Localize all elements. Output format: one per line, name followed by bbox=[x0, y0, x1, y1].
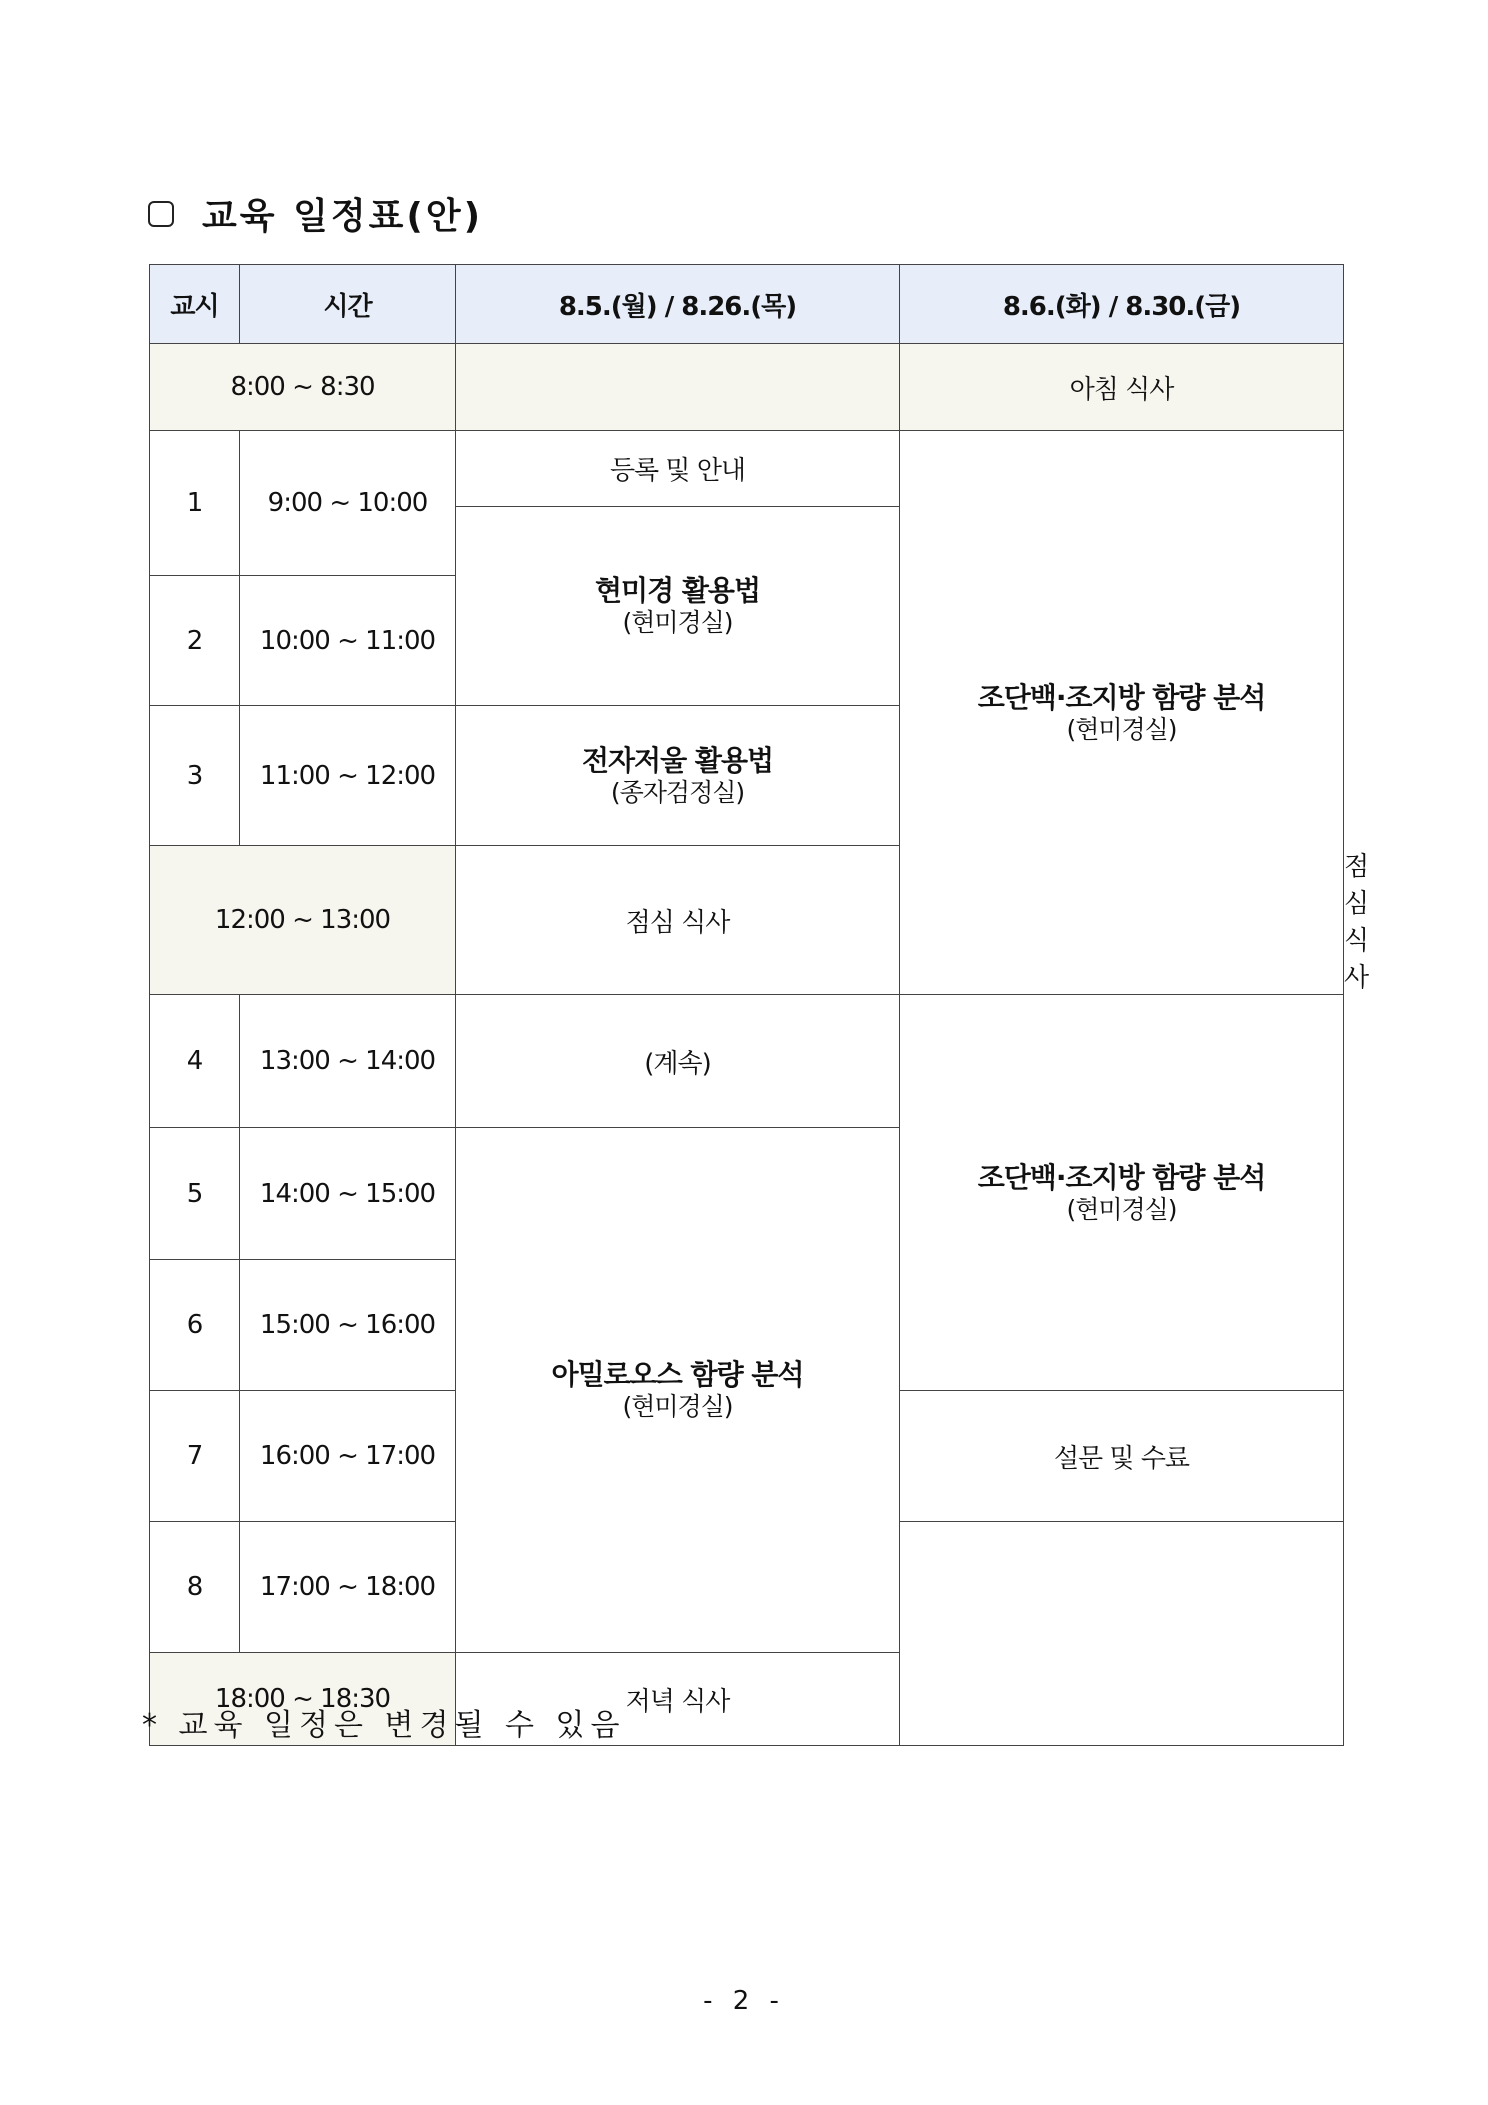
session-title: 조단백·조지방 함량 분석 bbox=[977, 1160, 1266, 1194]
period-number: 5 bbox=[150, 1128, 240, 1260]
period-time: 16:00 ~ 17:00 bbox=[240, 1391, 456, 1522]
period-time: 17:00 ~ 18:00 bbox=[240, 1522, 456, 1653]
dinner-time: 18:00 ~ 18:30 bbox=[150, 1653, 456, 1746]
breakfast-time: 8:00 ~ 8:30 bbox=[150, 344, 456, 431]
lunch-day1: 점심 식사 bbox=[456, 846, 900, 995]
schedule-table bbox=[149, 264, 1369, 1746]
breakfast-day2: 아침 식사 bbox=[900, 344, 1344, 431]
period-time: 13:00 ~ 14:00 bbox=[240, 995, 456, 1128]
breakfast-day1 bbox=[456, 344, 900, 431]
protein-analysis-pm bbox=[900, 995, 1344, 1391]
period-time: 9:00 ~ 10:00 bbox=[240, 431, 456, 576]
continued-cell: (계속) bbox=[456, 995, 900, 1128]
header-period: 교시 bbox=[150, 265, 240, 344]
checkbox-icon bbox=[148, 201, 174, 227]
period-number: 4 bbox=[150, 995, 240, 1128]
header-day1: 8.5.(월) / 8.26.(목) bbox=[456, 265, 900, 344]
session-room: (현미경실) bbox=[622, 608, 733, 637]
period-number: 2 bbox=[150, 576, 240, 706]
breakfast-row bbox=[150, 344, 1344, 431]
table-header-row bbox=[150, 265, 1344, 344]
page-title: 교육 일정표(안) bbox=[202, 196, 484, 237]
period-number: 1 bbox=[150, 431, 240, 576]
section-heading bbox=[148, 188, 483, 239]
amylose-session bbox=[456, 1128, 900, 1653]
microscope-session bbox=[456, 507, 900, 706]
period-time: 14:00 ~ 15:00 bbox=[240, 1128, 456, 1260]
header-day2: 8.6.(화) / 8.30.(금) bbox=[900, 265, 1344, 344]
page-number: - 2 - bbox=[703, 1986, 785, 2016]
period-number: 3 bbox=[150, 706, 240, 846]
session-title: 조단백·조지방 함량 분석 bbox=[977, 680, 1266, 714]
lunch-time: 12:00 ~ 13:00 bbox=[150, 846, 456, 995]
protein-analysis-am bbox=[900, 431, 1344, 995]
evening-empty-day2 bbox=[900, 1522, 1344, 1746]
period-number: 8 bbox=[150, 1522, 240, 1653]
session-room: (종자검정실) bbox=[610, 777, 745, 807]
session-title: 현미경 활용법 bbox=[594, 574, 761, 607]
period-time: 15:00 ~ 16:00 bbox=[240, 1260, 456, 1391]
schedule-note: * 교육 일정은 변경될 수 있음 bbox=[142, 1708, 626, 1743]
period-time: 10:00 ~ 11:00 bbox=[240, 576, 456, 706]
period-number: 6 bbox=[150, 1260, 240, 1391]
session-room: (현미경실) bbox=[622, 1392, 733, 1421]
session-title: 전자저울 활용법 bbox=[581, 743, 774, 777]
session-room: (현미경실) bbox=[1066, 714, 1177, 744]
table-row bbox=[150, 995, 1344, 1128]
registration-cell: 등록 및 안내 bbox=[456, 431, 900, 507]
session-title: 아밀로오스 함량 분석 bbox=[551, 1358, 804, 1391]
table-row bbox=[150, 431, 1344, 507]
period-time: 11:00 ~ 12:00 bbox=[240, 706, 456, 846]
period-number: 7 bbox=[150, 1391, 240, 1522]
session-room: (현미경실) bbox=[1066, 1194, 1177, 1224]
dinner-day1: 저녁 식사 bbox=[456, 1653, 900, 1746]
header-time: 시간 bbox=[240, 265, 456, 344]
survey-cell: 설문 및 수료 bbox=[900, 1391, 1344, 1522]
lunch-row: 12:00 ~ 13:00 점심 식사 점심 식사 bbox=[150, 846, 1344, 995]
scale-session bbox=[456, 706, 900, 846]
